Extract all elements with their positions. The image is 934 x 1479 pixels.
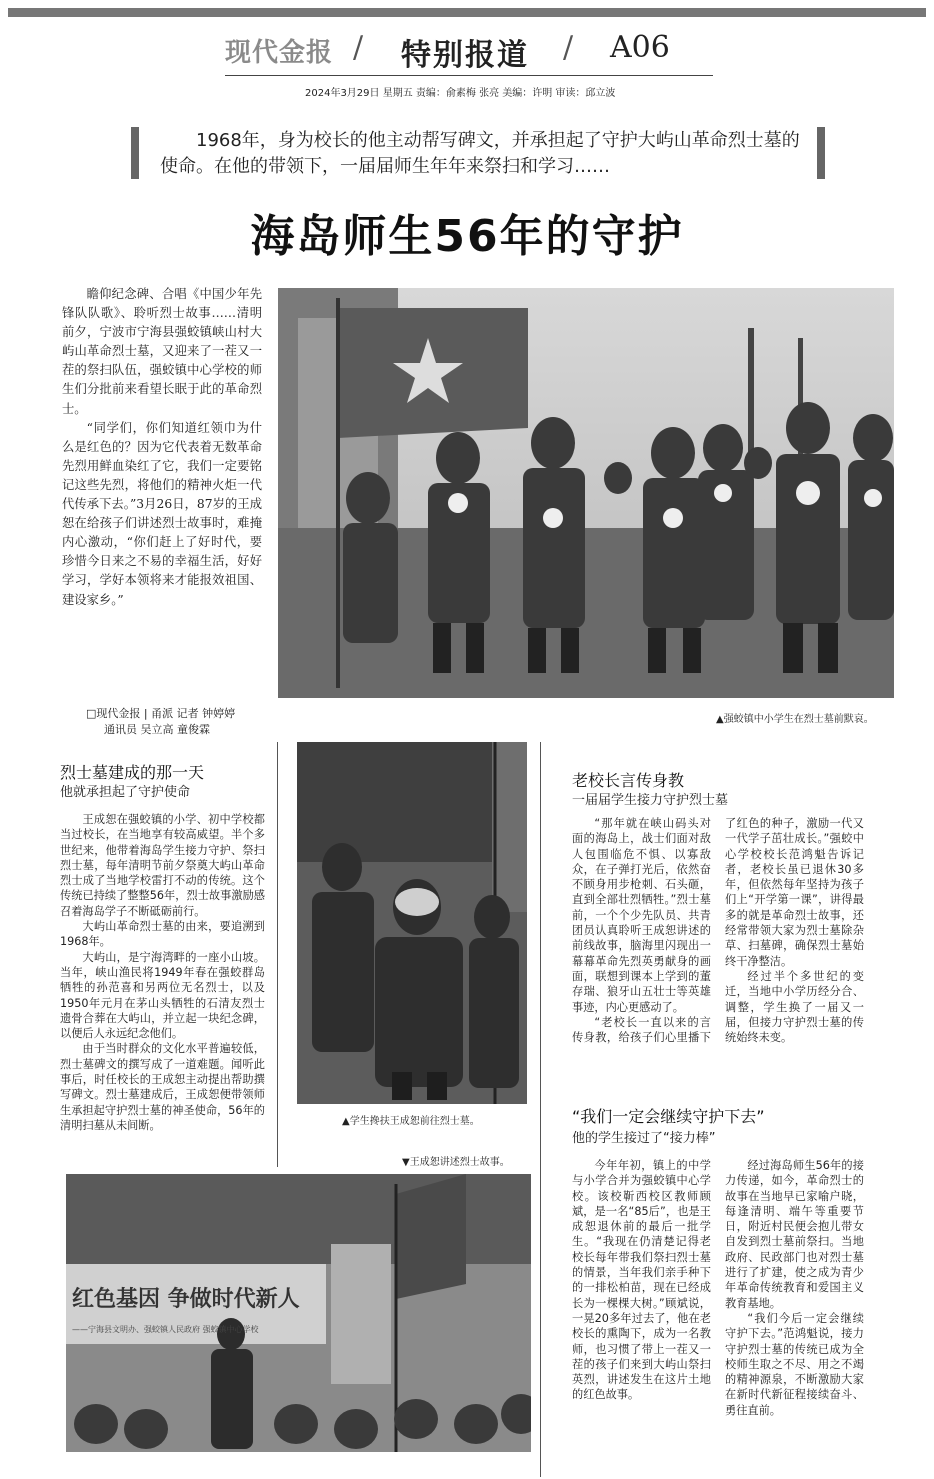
intro-text xyxy=(62,285,262,610)
section-name: 特别报道 xyxy=(401,38,529,73)
column-divider xyxy=(540,742,541,1477)
top-rule xyxy=(8,8,926,17)
headline: 海岛师生56年的守护 xyxy=(250,211,684,262)
section3-title: “我们一定会继续守护下去” xyxy=(572,1107,765,1126)
paragraph: 由于当时群众的文化水平普遍较低，烈士墓碑文的撰写成了一道难题。闻听此事后，时任校长的王成恕主动提出帮助撰写碑文。烈士墓建成后，王成恕便带领师生承担起守护烈士墓的神圣使命，56年的清明扫墓从未间断。 xyxy=(60,1042,265,1132)
section2-title: 老校长言传身教 xyxy=(572,771,685,790)
byline-line: 通讯员 吴立高 童俊霖 xyxy=(104,723,210,736)
section1-body xyxy=(60,812,265,1133)
masthead-divider: / xyxy=(563,30,574,65)
section1-subtitle: 他就承担起了守护使命 xyxy=(60,785,191,800)
intro-paragraph: “同学们，你们知道红领巾为什么是红色的？因为它代表着无数革命先烈用鲜血染红了它，我们一定要铭记这些先烈，将他们的精神火炬一代代传承下去。”3月26日，87岁的王成恕在给孩子们讲述烈士故事时，难掩内心激动，“你们赶上了好时代，要珍惜今日来之不易的幸福生活，好好学习，学好本领将来才能报效祖国、建设家乡。” xyxy=(62,420,262,607)
masthead xyxy=(225,30,705,73)
banner-sub-text: ——宁海县文明办、强蛟镇人民政府 强蛟镇中心学校 xyxy=(72,1325,259,1334)
section3-body xyxy=(572,1158,864,1458)
newspaper-name: 现代金报 xyxy=(225,38,334,68)
paragraph: 经过半个多世纪的变迁，当地中小学历经分合、调整，学生换了一届又一届，但接力守护烈士墓的传统始终未变。 xyxy=(725,969,864,1045)
lead-bar-right xyxy=(817,127,825,179)
section2-subtitle: 一届届学生接力守护烈士墓 xyxy=(572,793,729,808)
middle-photo-caption: ▲学生搀扶王成恕前往烈士墓。 xyxy=(342,1116,480,1127)
paragraph: 经过海岛师生56年的接力传递，如今，革命烈士的故事在当地早已家喻户晓，每逢清明、端午等重要节日，附近村民便会抱儿带女自发到烈士墓前祭扫。当地政府、民政部门也对烈士墓进行了扩建，使之成为青少年革命传统教育和爱国主义教育基地。 xyxy=(725,1159,864,1310)
byline-line: □现代金报 | 甬派 记者 钟婷婷 xyxy=(86,707,236,720)
dateline: 2024年3月29日 星期五 责编：俞素梅 张亮 美编：许明 审读：邱立波 xyxy=(305,88,616,99)
paragraph: 大屿山革命烈士墓的由来，要追溯到1968年。 xyxy=(60,920,265,949)
paragraph: “那年就在峡山码头对面的海岛上，战士们面对敌人包围临危不惧、以寡敌众，在子弹打光后，依然奋不顾身用步枪刺、石头砸，直到全部壮烈牺牲。”烈士墓前，一个个少先队员、共青团员认真聆听王成恕讲述的前线故事，脑海里闪现出一幕幕革命先烈英勇献身的画面，联想到课本上学到的董存瑞、狼牙山五壮士等英雄事迹，内心更感动了。 xyxy=(572,817,711,1014)
masthead-rule xyxy=(225,75,713,76)
section2-body xyxy=(572,816,864,1051)
byline xyxy=(86,706,235,738)
paragraph: “我们今后一定会继续守护下去。”范鸿魁说，接力守护烈士墓的传统已成为全校师生取之不尽、用之不竭的精神源泉，不断激励大家在新时代新征程接续奋斗、勇往直前。 xyxy=(725,1311,864,1417)
bottom-photo-caption: ▼王成恕讲述烈士故事。 xyxy=(402,1157,510,1168)
paragraph: “老校长一直以来的言传身教，给孩子们心里播下了红色的种子，激励一代又一代学子茁壮成长。”强蛟中心学校校长范鸿魁告诉记者，老校长虽已退休30多年，但依然每年坚持为孩子们上“开学第一课”，讲得最多的就是革命烈士故事，还经常带领大家为烈士墓除杂草、扫墓碑，确保烈士墓始终干净整洁。 xyxy=(572,817,864,1045)
main-photo xyxy=(278,288,894,698)
lead-paragraph: 1968年，身为校长的他主动帮写碑文，并承担起了守护大屿山革命烈士墓的使命。在他的带领下，一届届师生年年来祭扫和学习…… xyxy=(160,130,800,177)
page-number: A06 xyxy=(610,30,670,65)
section1-title: 烈士墓建成的那一天 xyxy=(60,763,205,782)
intro-paragraph: 瞻仰纪念碑、合唱《中国少年先锋队队歌》、聆听烈士故事……清明前夕，宁波市宁海县强蛟镇峡山村大屿山革命烈士墓，又迎来了一茬又一茬的祭扫队伍，强蛟镇中心学校的师生们分批前来看望长眠于此的革命烈士。 xyxy=(62,287,262,416)
paragraph: 今年年初，镇上的中学与小学合并为强蛟镇中心学校。该校靳西校区教师顾斌，是一名“85后”，也是王成恕退休前的最后一批学生。“我现在仍清楚记得老校长每年带我们祭扫烈士墓的情景，当年我们亲手种下的一排松柏苗，现在已经成长为一棵棵大树。”顾斌说，一晃20多年过去了，他在老校长的熏陶下，成为一名教师，也习惯了带上一茬又一茬的孩子们来到大屿山祭扫英烈，讲述发生在这片土地的红色故事。 xyxy=(572,1159,711,1402)
main-photo-caption: ▲强蛟镇中小学生在烈士墓前默哀。 xyxy=(716,714,874,725)
paragraph: 王成恕在强蛟镇的小学、初中学校都当过校长，在当地享有较高威望。半个多世纪来，他带着海岛学生接力守护、祭扫烈士墓，每年清明节前夕祭奠大屿山革命烈士成了当地学校雷打不动的传统。这个传统已持续了整整56年，烈士故事激励感召着海岛学子不断砥砺前行。 xyxy=(60,813,265,918)
lead-bar-left xyxy=(131,127,139,179)
masthead-divider: / xyxy=(353,30,364,65)
bottom-photo xyxy=(66,1174,531,1452)
paragraph: 大屿山，是宁海湾畔的一座小山坡。当年，峡山渔民将1949年春在强蛟群岛牺牲的孙范喜和另两位无名烈士，以及1950年元月在茅山头牺牲的石清友烈士遗骨合葬在大屿山，并立起一块纪念碑，以便后人永远纪念他们。 xyxy=(60,950,265,1041)
section3-subtitle: 他的学生接过了“接力棒” xyxy=(572,1131,716,1146)
column-divider xyxy=(277,742,278,1167)
banner-main-text: 红色基因 争做时代新人 xyxy=(72,1287,300,1312)
middle-photo xyxy=(297,742,527,1104)
